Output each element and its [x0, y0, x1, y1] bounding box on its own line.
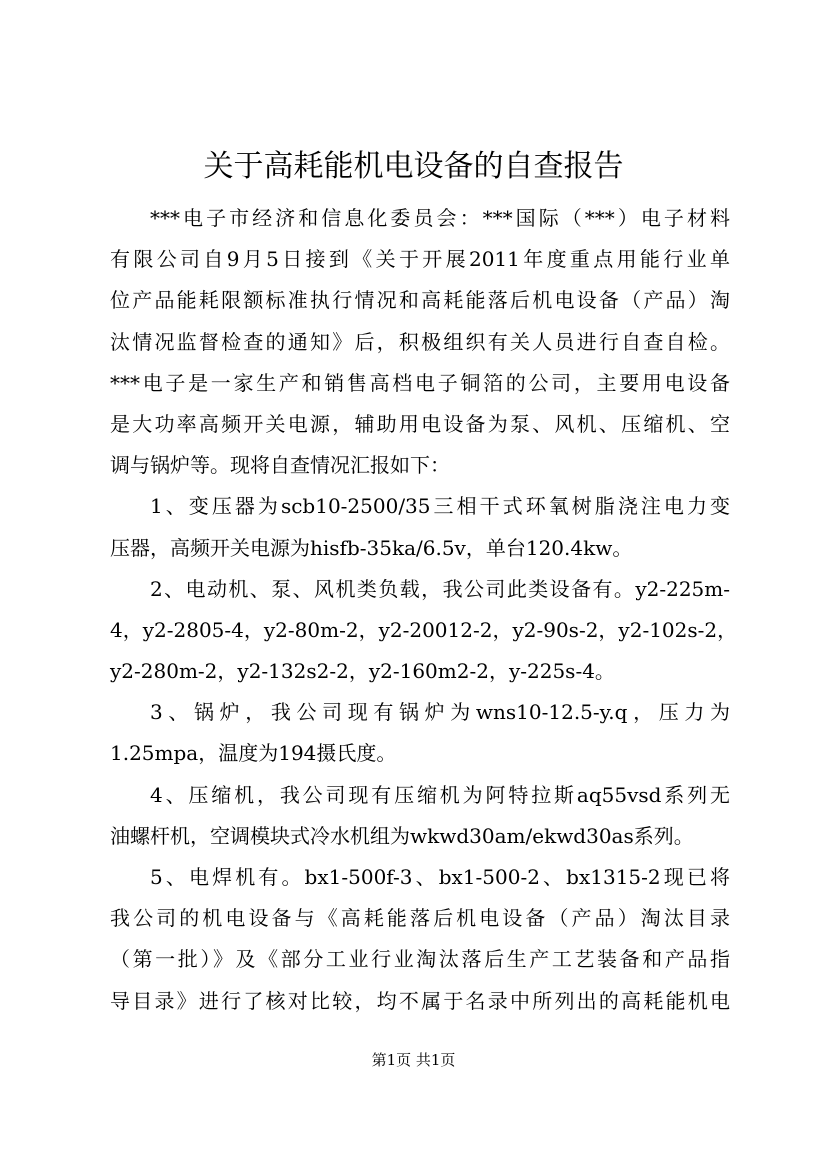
page-footer: 第1页 共1页: [371, 1051, 456, 1069]
body-line: 导目录》进行了核对比较，均不属于名录中所列出的高耗能机电: [110, 988, 730, 1013]
body-line: ***电子是一家生产和销售高档电子铜箔的公司，主要用电设备: [110, 370, 730, 395]
body-line: 3、锅炉，我公司现有锅炉为wns10-12.5-y.q，压力为: [150, 700, 730, 725]
body-line: 汰情况监督检查的通知》后，积极组织有关人员进行自查自检。: [110, 329, 730, 354]
body-line: 4，y2-2805-4，y2-80m-2，y2-20012-2，y2-90s-2，y2-102s-2，: [110, 617, 738, 642]
body-line: 4、压缩机，我公司现有压缩机为阿特拉斯aq55vsd系列无: [150, 782, 730, 807]
body-line: 1、变压器为scb10-2500/35三相干式环氧树脂浇注电力变: [150, 494, 730, 519]
body-line: （第一批）》及《部分工业行业淘汰落后生产工艺装备和产品指: [110, 947, 730, 972]
body-line: 有限公司自9月5日接到《关于开展2011年度重点用能行业单: [110, 247, 730, 272]
body-line: 5、电焊机有。bx1-500f-3、bx1-500-2、bx1315-2现已将: [150, 865, 730, 889]
body-line: 位产品能耗限额标准执行情况和高耗能落后机电设备（产品）淘: [110, 288, 730, 313]
body-line: 2、电动机、泵、风机类负载，我公司此类设备有。y2-225m-: [150, 576, 730, 601]
body-line: 我公司的机电设备与《高耗能落后机电设备（产品）淘汰目录: [110, 906, 730, 931]
body-line: 油螺杆机，空调模块式冷水机组为wkwd30am/ekwd30as系列。: [110, 823, 694, 848]
body-line: 调与锅炉等。现将自查情况汇报如下：: [110, 453, 450, 478]
document-body: [110, 198, 738, 1022]
body-line: 是大功率高频开关电源，辅助用电设备为泵、风机、压缩机、空: [110, 411, 730, 436]
document-title: 关于高耗能机电设备的自查报告: [203, 149, 624, 184]
body-line: y2-280m-2，y2-132s2-2，y2-160m2-2，y-225s-4。: [110, 659, 615, 684]
body-line: 压器，高频开关电源为hisfb-35ka/6.5v，单台120.4kw。: [110, 535, 633, 560]
body-line: 1.25mpa，温度为194摄氏度。: [110, 741, 397, 766]
body-line: ***电子市经济和信息化委员会：***国际（***）电子材料: [150, 206, 730, 230]
